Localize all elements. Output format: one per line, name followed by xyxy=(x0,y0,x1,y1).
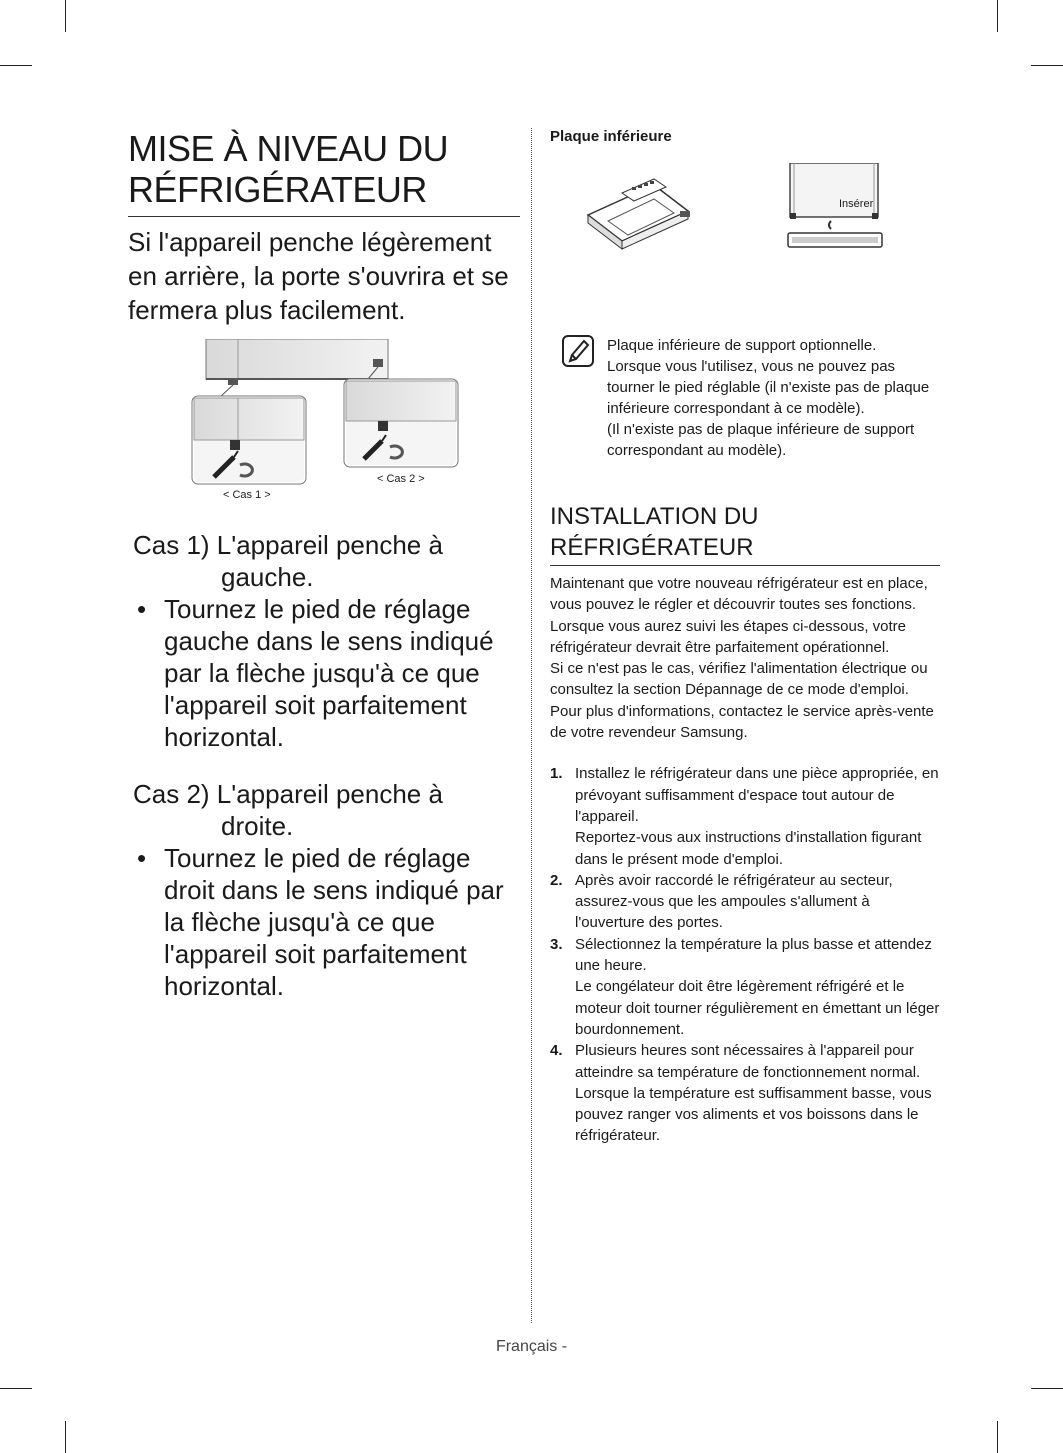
case-1 xyxy=(128,529,520,753)
page-title: MISE À NIVEAU DU RÉFRIGÉRATEUR xyxy=(128,128,449,210)
case-1-bullet: • Tournez le pied de réglage gauche dans le sens indiqué par la flèche jusqu'à ce que l'appareil soit parfaitement horizontal. xyxy=(137,594,494,752)
install-intro: Maintenant que votre nouveau réfrigérateur est en place, vous pouvez le régler et découvrir toutes ses fonctions. Lorsque vous aurez suivi les étapes ci-dessous, votre réfrigérateur devrait être parfaitement opérationnel. Si ce n'est pas le cas, vérifiez l'alimentation électrique ou consultez la section Dépannage de ce mode d'emploi. Pour plus d'informations, contactez le service après-vente de votre revendeur Samsung. xyxy=(550,575,934,742)
crop-mark xyxy=(0,65,32,66)
crop-mark xyxy=(1031,65,1063,66)
note-pencil-icon xyxy=(562,335,594,367)
crop-mark xyxy=(997,1421,998,1453)
note-block: Plaque inférieure de support optionnelle. Lorsque vous l'utilisez, vous ne pouvez pas tourner le pied réglable (il n'existe pas de plaque inférieure correspondant à ce modèle). (Il n'existe pas de plaque inférieure de support correspondant au modèle). xyxy=(550,335,940,461)
plate-figure xyxy=(550,163,940,293)
plate-illustration xyxy=(550,163,940,293)
case-2 xyxy=(128,778,520,1002)
case-1-heading: Cas 1) L'appareil penche à gauche. xyxy=(133,530,443,592)
crop-mark xyxy=(997,0,998,32)
list-item: 1. Installez le réfrigérateur dans une pièce appropriée, en prévoyant suffisamment d'espace tout autour de l'appareil. Reportez-vous aux instructions d'installation figurant dans le présent mode d'emploi. xyxy=(550,765,939,868)
crop-mark xyxy=(1031,1388,1063,1389)
left-column xyxy=(128,128,520,1002)
bullet-dot: • xyxy=(137,843,147,873)
list-item: 2. Après avoir raccordé le réfrigérateur au secteur, assurez-vous que les ampoules s'allument à l'ouverture des portes. xyxy=(550,871,893,932)
plate-heading: Plaque inférieure xyxy=(550,128,672,145)
right-column xyxy=(550,128,940,1147)
crop-mark xyxy=(65,1421,66,1453)
caption-cas-1: < Cas 1 > xyxy=(223,489,271,501)
install-rule xyxy=(550,565,940,566)
case-2-heading: Cas 2) L'appareil penche à droite. xyxy=(133,779,443,841)
bullet-dot: • xyxy=(137,594,147,624)
caption-cas-2: < Cas 2 > xyxy=(377,473,425,485)
column-divider xyxy=(531,128,532,1323)
case-2-bullet: • Tournez le pied de réglage droit dans le sens indiqué par la flèche jusqu'à ce que l'appareil soit parfaitement horizontal. xyxy=(137,843,504,1001)
list-item: 4. Plusieurs heures sont nécessaires à l'appareil pour atteindre sa température de fonctionnement normal. Lorsque la température est suffisamment basse, vous pouvez ranger vos aliments et vos boissons dans le réfrigérateur. xyxy=(550,1042,932,1145)
crop-mark xyxy=(0,1388,32,1389)
page-footer: Français - xyxy=(495,1338,568,1355)
leveling-illustration xyxy=(128,339,520,507)
intro-text: Si l'appareil penche légèrement en arrière, la porte s'ouvrira et se fermera plus facilement. xyxy=(128,227,509,325)
insert-label: Insérer xyxy=(839,198,874,210)
leveling-figure xyxy=(128,339,520,507)
install-title: INSTALLATION DU RÉFRIGÉRATEUR xyxy=(550,503,759,561)
title-rule xyxy=(128,216,520,217)
crop-mark xyxy=(65,0,66,32)
install-steps xyxy=(550,763,940,1146)
list-item: 3. Sélectionnez la température la plus basse et attendez une heure. Le congélateur doit être légèrement réfrigéré et le moteur doit tourner régulièrement en émettant un léger bourdonnement. xyxy=(550,935,940,1038)
